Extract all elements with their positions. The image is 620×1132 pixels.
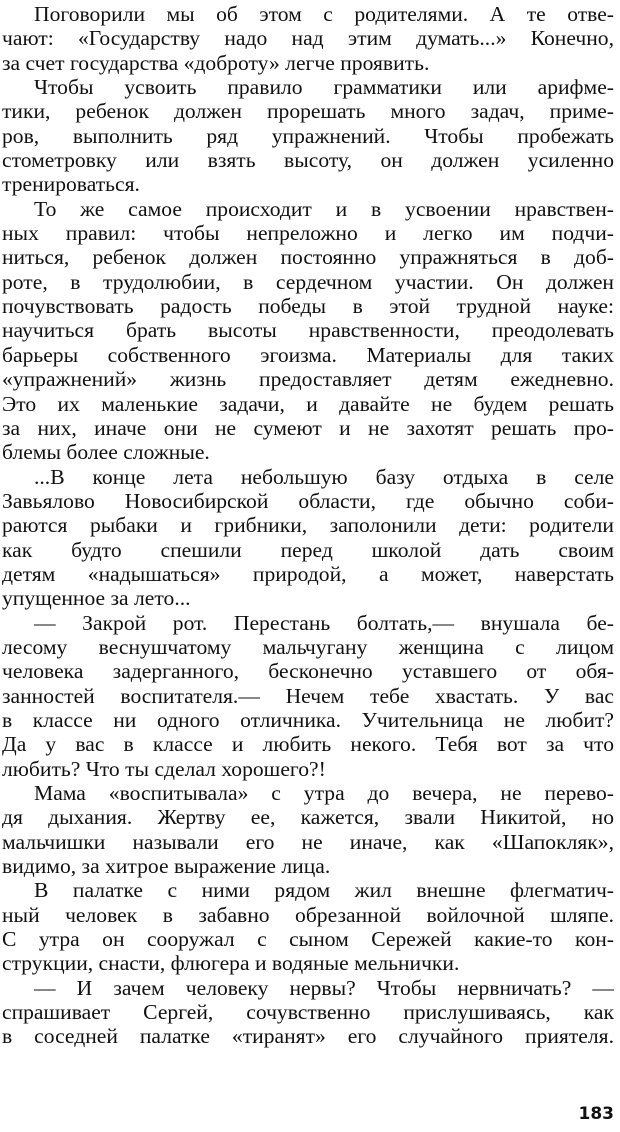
text-line: любить? Что ты сделал хорошего?! bbox=[2, 756, 326, 781]
text-line: В палатке с ними рядом жил внешне флегматич- bbox=[34, 878, 614, 903]
text-line: как будто спешили перед школой дать своим bbox=[2, 537, 614, 562]
text-line: человека задерганного, бесконечно уставшего от обя- bbox=[2, 659, 614, 684]
text-line: раются рыбаки и грибники, заполонили дети: родители bbox=[2, 513, 614, 538]
text-line: в классе ни одного отличника. Учительница не любит? bbox=[2, 707, 614, 732]
text-line: упущенное за лето... bbox=[2, 586, 191, 611]
text-line: роте, в трудолюбии, в сердечном участии. Он должен bbox=[2, 269, 614, 294]
text-line: струкции, снасти, флюгера и водяные мельнички. bbox=[2, 951, 460, 976]
text-line: блемы более сложные. bbox=[2, 440, 210, 465]
body-text bbox=[2, 2, 614, 1049]
text-line: Поговорили мы об этом с родителями. А те отве- bbox=[34, 2, 614, 26]
text-line: С утра он сооружал с сыном Сережей какие-то кон- bbox=[2, 927, 614, 952]
text-line: мальчишки называли его не иначе, как «Шапокляк», bbox=[2, 829, 614, 854]
text-line: тики, ребенок должен прорешать много задач, приме- bbox=[2, 99, 614, 124]
text-line: Да у вас в классе и любить некого. Тебя вот за что bbox=[2, 732, 614, 757]
text-line: чают: «Государству надо над этим думать...» Конечно, bbox=[2, 26, 614, 51]
text-line: ниться, ребенок должен постоянно упражняться в доб- bbox=[2, 245, 614, 270]
text-line: Завьялово Новосибирской области, где обычно соби- bbox=[2, 488, 614, 513]
text-line: ...В конце лета небольшую базу отдыха в селе bbox=[34, 464, 614, 489]
text-line: за счет государства «доброту» легче проявить. bbox=[2, 50, 430, 75]
text-line: в соседней палатке «тиранят» его случайного приятеля. bbox=[2, 1024, 614, 1049]
text-line: Чтобы усвоить правило грамматики или арифме- bbox=[34, 75, 614, 100]
text-line: почувствовать радость победы в этой трудной науке: bbox=[2, 294, 614, 319]
text-line: — Закрой рот. Перестань болтать,— внушала бе- bbox=[34, 610, 614, 635]
text-line: — И зачем человеку нервы? Чтобы нервничать? — bbox=[34, 975, 614, 1000]
text-line: ный человек в забавно обрезанной войлочной шляпе. bbox=[2, 902, 614, 927]
text-line: за них, иначе они не сумеют и не захотят решать про- bbox=[2, 415, 614, 440]
text-line: стометровку или взять высоту, он должен усиленно bbox=[2, 148, 614, 173]
text-line: Мама «воспитывала» с утра до вечера, не перево- bbox=[34, 781, 614, 805]
text-line: видимо, за хитрое выражение лица. bbox=[2, 854, 331, 879]
text-line: «упражнений» жизнь предоставляет детям ежедневно. bbox=[2, 367, 614, 392]
text-line: лесому веснушчатому мальчугану женщина с лицом bbox=[2, 634, 614, 659]
text-line: спрашивает Сергей, сочувственно прислушиваясь, как bbox=[2, 1000, 614, 1025]
text-line: дя дыхания. Жертву ее, кажется, звали Никитой, но bbox=[2, 805, 614, 830]
text-line: тренироваться. bbox=[2, 172, 140, 197]
text-line: Это их маленькие задачи, и давайте не будем решать bbox=[2, 391, 614, 416]
text-line: барьеры собственного эгоизма. Материалы для таких bbox=[2, 342, 614, 367]
text-line: ров, выполнить ряд упражнений. Чтобы пробежать bbox=[2, 123, 614, 148]
text-line: научиться брать высоты нравственности, преодолевать bbox=[2, 318, 614, 343]
text-line: ных правил: чтобы непреложно и легко им подчи- bbox=[2, 221, 614, 246]
text-line: То же самое происходит и в усвоении нравствен- bbox=[34, 196, 614, 221]
page-number: 183 bbox=[578, 1104, 614, 1124]
text-line: детям «надышаться» природой, а может, наверстать bbox=[2, 561, 614, 586]
text-line: занностей воспитателя.— Нечем тебе хвастать. У вас bbox=[2, 683, 614, 708]
